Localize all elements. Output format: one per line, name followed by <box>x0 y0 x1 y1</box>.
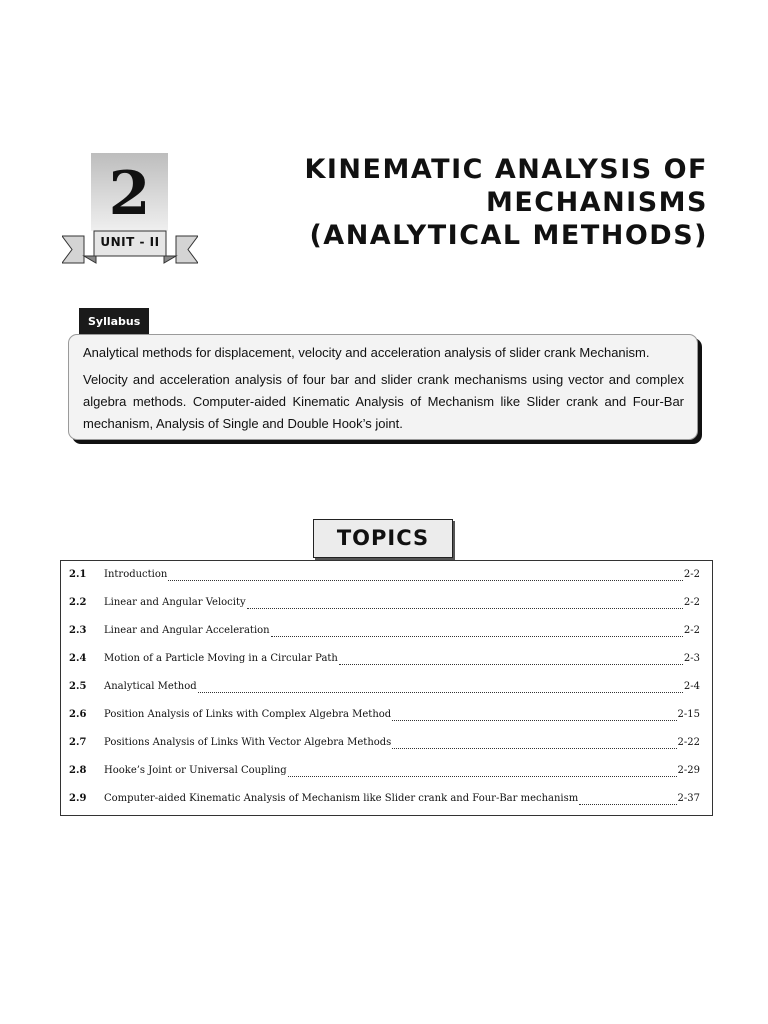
toc-title: Linear and Angular Acceleration <box>104 625 270 636</box>
toc-leader <box>247 598 683 609</box>
syllabus-paragraph: Velocity and acceleration analysis of four bar and slider crank mechanisms using vector and complex algebra methods. Computer-aided Kinematic Analysis of Mechanism like Slider crank and Four-Bar mechanism, Analysis of Single and Double Hook’s joint. <box>83 372 684 431</box>
chapter-title-line: KINEMATIC ANALYSIS OF <box>304 154 708 185</box>
toc-row[interactable] <box>61 763 712 791</box>
syllabus-label: Syllabus <box>79 308 149 334</box>
toc-number: 2.9 <box>69 793 87 804</box>
toc-number: 2.8 <box>69 765 87 776</box>
toc-leader <box>288 766 677 777</box>
toc-page: 2-29 <box>677 765 700 776</box>
unit-label: UNIT - II <box>100 235 160 249</box>
toc-page: 2-15 <box>677 709 700 720</box>
toc-row[interactable] <box>61 595 712 623</box>
toc-number: 2.1 <box>69 569 87 580</box>
toc-page: 2-37 <box>677 793 700 804</box>
toc-title: Position Analysis of Links with Complex Algebra Method <box>104 709 392 720</box>
chapter-number-box <box>91 153 168 231</box>
toc-number: 2.5 <box>69 681 87 692</box>
toc-page: 2-4 <box>683 681 700 692</box>
toc-row[interactable] <box>61 679 712 707</box>
toc-title: Introduction <box>104 569 168 580</box>
toc-leader <box>168 570 683 581</box>
topics-heading: TOPICS <box>313 519 453 558</box>
toc-row[interactable] <box>61 791 712 819</box>
toc-row[interactable] <box>61 735 712 763</box>
toc-title: Linear and Angular Velocity <box>104 597 246 608</box>
toc-title: Hooke’s Joint or Universal Coupling <box>104 765 287 776</box>
toc-row[interactable] <box>61 567 712 595</box>
syllabus-box <box>68 334 698 440</box>
chapter-title <box>248 153 708 252</box>
toc-leader <box>271 626 683 637</box>
toc-page: 2-2 <box>683 625 700 636</box>
topics-table <box>60 560 713 816</box>
chapter-title-line: (ANALYTICAL METHODS) <box>309 220 708 251</box>
toc-leader <box>579 794 676 805</box>
toc-page: 2-22 <box>677 737 700 748</box>
toc-title: Analytical Method <box>104 681 197 692</box>
toc-number: 2.4 <box>69 653 87 664</box>
toc-page: 2-2 <box>683 597 700 608</box>
toc-leader <box>392 710 676 721</box>
chapter-title-line: MECHANISMS <box>485 187 708 218</box>
toc-row[interactable] <box>61 651 712 679</box>
toc-row[interactable] <box>61 707 712 735</box>
toc-page: 2-2 <box>683 569 700 580</box>
toc-leader <box>198 682 683 693</box>
toc-leader <box>392 738 676 749</box>
toc-number: 2.7 <box>69 737 87 748</box>
chapter-number: 2 <box>108 159 151 229</box>
syllabus-paragraph: Analytical methods for displacement, velocity and acceleration analysis of slider crank Mechanism. <box>83 345 650 360</box>
toc-page: 2-3 <box>683 653 700 664</box>
toc-number: 2.2 <box>69 597 87 608</box>
toc-title: Positions Analysis of Links With Vector Algebra Methods <box>104 737 392 748</box>
toc-title: Computer-aided Kinematic Analysis of Mechanism like Slider crank and Four-Bar mechanism <box>104 793 579 804</box>
toc-number: 2.6 <box>69 709 87 720</box>
toc-title: Motion of a Particle Moving in a Circular Path <box>104 653 338 664</box>
toc-leader <box>339 654 683 665</box>
toc-number: 2.3 <box>69 625 87 636</box>
toc-row[interactable] <box>61 623 712 651</box>
